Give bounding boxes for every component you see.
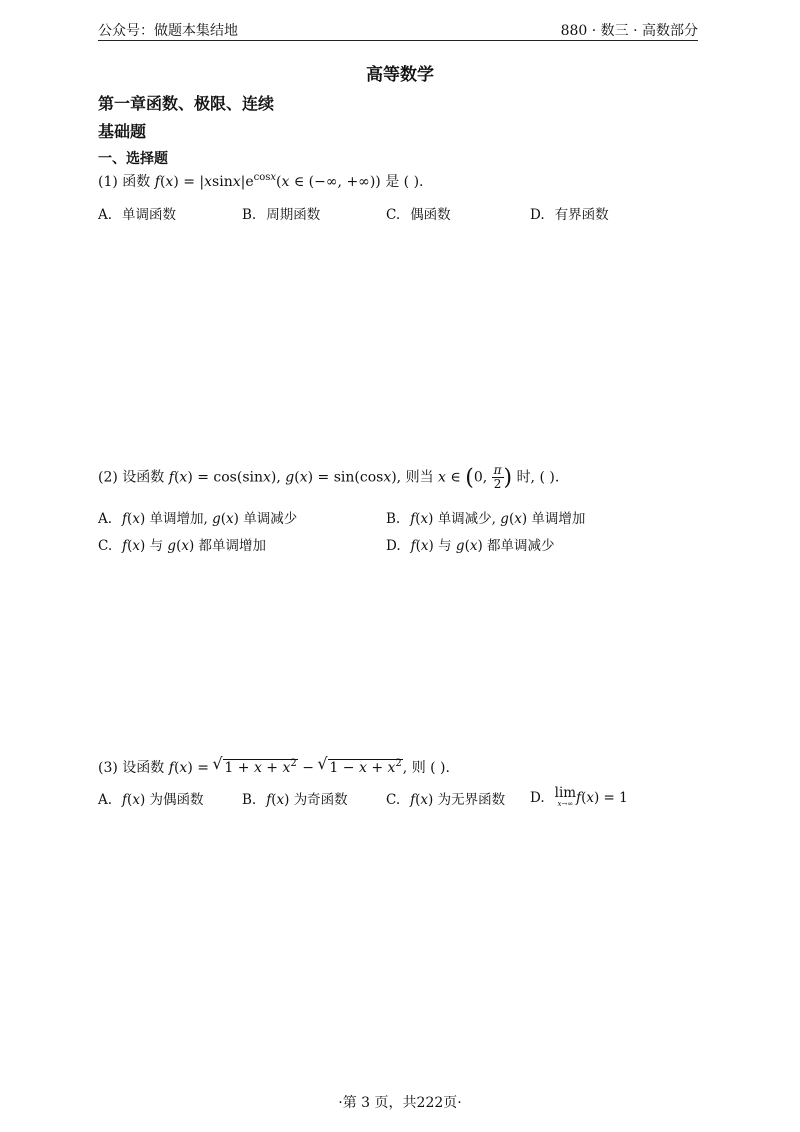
question-number: (1) [98, 174, 118, 190]
formula: f [168, 469, 174, 486]
question-text: 设函数 [122, 469, 165, 486]
page-title: 高等数学 [366, 65, 434, 85]
formula: f [154, 174, 160, 190]
question-3-stem: (3) 设函数 f(x) = √ $1 + x + x^2$ − √ $1 - x + x^2$, 则 ( ). [98, 757, 450, 777]
question-text: 函数 [122, 174, 151, 190]
option-d: D. f(x) 与 g(x) 都单调减少 [386, 538, 555, 554]
header-left-text: 公众号：做题本集结地 [98, 23, 238, 39]
question-1-stem: (1) 函数 $f(x) = |xsinx|e^{cosx}(x$ ∈ (−∞, +∞)) 是 ( ). [98, 172, 424, 190]
option-a: A. f(x) 为偶函数 [98, 792, 204, 808]
option-b: B. 周期函数 [242, 207, 321, 223]
option-c: C. 偶函数 [386, 207, 451, 223]
option-c: C. f(x) 为无界函数 [386, 792, 506, 808]
page-header [98, 18, 698, 41]
section-heading: 基础题 [98, 122, 147, 141]
chapter-heading: 第一章函数、极限、连续 [98, 94, 275, 113]
formula: f [168, 760, 174, 776]
option-a: A. 单调函数 [98, 207, 177, 223]
header-right-text: 880 · 数三 · 高数部分 [560, 23, 698, 39]
option-b: B. f(x) 单调减少, g(x) 单调增加 [386, 511, 586, 527]
question-text-suffix: 时, ( ). [516, 469, 560, 486]
page-footer: ·第 3 页，共222页· [338, 1095, 462, 1111]
question-number: (2) [98, 469, 118, 486]
option-d: D. 有界函数 [530, 207, 609, 223]
question-text: 设函数 [122, 760, 165, 776]
option-b: B. f(x) 为奇函数 [242, 792, 348, 808]
subsection-heading: 一、选择题 [98, 151, 168, 167]
option-c: C. f(x) 与 g(x) 都单调增加 [98, 538, 267, 554]
question-2-stem: (2) 设函数 f(x) = cos(sinx), g(x) = sin(cosx), 则当 x ∈ (0, $\frac{\pi}{2}$ ) 时, ( ). [98, 463, 560, 491]
option-d: D. lim x→∞ f(x) = 1 [530, 785, 628, 808]
question-text-suffix: , 则 ( ). [402, 760, 450, 776]
option-a: A. f(x) 单调增加, g(x) 单调减少 [98, 511, 298, 527]
question-text-mid: 则当 [405, 469, 434, 486]
question-text-suffix: 是 ( ). [385, 174, 424, 190]
question-number: (3) [98, 760, 118, 776]
